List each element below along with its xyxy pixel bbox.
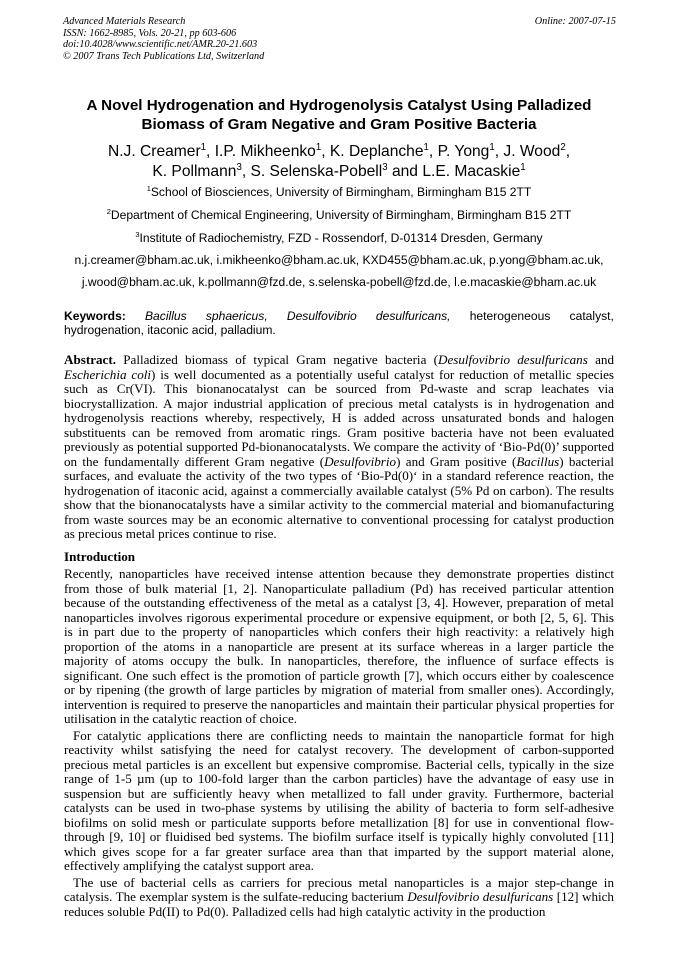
abstract-run: Escherichia coli	[64, 366, 152, 382]
paper-title	[40, 96, 638, 134]
author-sep: ,	[321, 143, 330, 160]
keywords-label: Keywords:	[64, 309, 126, 323]
affil-mark: 2	[106, 206, 111, 216]
author-sep: ,	[565, 143, 571, 160]
author-name: I.P. Mikheenko	[214, 143, 316, 160]
journal-doi[interactable]: doi:10.4028/www.scientific.net/AMR.20-21.603	[63, 39, 258, 51]
author-affil-mark: 1	[520, 161, 526, 173]
intro-run: The use of bacterial cells as carriers for precious metal nanoparticles is a major step-change in catalysis. The exemplar system is the sulfate-reducing bacterium	[64, 874, 614, 904]
abstract-run: ) is well documented as a potentially useful catalyst for reduction of metallic species such as Cr(VI). This bionanocatalyst can be sourced from Pd-waste and scrap leachates via biocrystallization. A major industrial application of precious metal catalysts is in hydrogenation and hydrogenolysis reactions whereby, respectively, H is added across unsaturated bonds and halogen substituents can be removed from aromatic rings. Gram positive bacteria have not been evaluated previously as potential supported Pd-bionanocatalysts. We compare the activity of ‘Bio-Pd(0)’ supported on the fundamentally different Gram negative (	[64, 366, 614, 469]
affil-text: School of Biosciences, University of Birmingham, Birmingham B15 2TT	[150, 185, 532, 199]
affiliation-2	[40, 208, 638, 222]
email-line-1[interactable]: n.j.creamer@bham.ac.uk, i.mikheenko@bham.ac.uk, KXD455@bham.ac.uk, p.yong@bham.ac.uk,	[74, 253, 604, 267]
author-name: N.J. Creamer	[107, 143, 201, 160]
journal-name: Advanced Materials Research	[63, 16, 186, 27]
keyword-word: sphaericus,	[205, 309, 268, 323]
keywords	[64, 309, 614, 337]
author-name: P. Yong	[437, 143, 490, 160]
author-line-1	[40, 142, 638, 162]
author-name: K. Deplanche	[329, 143, 424, 160]
author-sep: ,	[428, 143, 438, 160]
author-list	[40, 142, 638, 182]
title-line-1: A Novel Hydrogenation and Hydrogenolysis Catalyst Using Palladized	[86, 97, 592, 114]
author-sep: and	[387, 163, 423, 180]
journal-header	[63, 16, 616, 62]
author-sep: ,	[241, 163, 251, 180]
author-affil-mark: 2	[560, 141, 566, 153]
author-affil-mark: 1	[315, 141, 322, 153]
intro-paragraph-3	[64, 876, 614, 920]
abstract-run: Desulfovibrio desulfuricans	[438, 352, 588, 367]
abstract-text	[64, 353, 614, 542]
abstract-run: Palladized biomass of typical Gram negative bacteria (	[116, 352, 438, 367]
abstract-run: ) and Gram positive (	[396, 453, 517, 469]
author-affil-mark: 1	[423, 141, 429, 153]
abstract-run: Bacillus	[516, 453, 560, 469]
intro-paragraph-2: For catalytic applications there are conflicting needs to maintain the nanoparticle format for high reactivity whilst satisfying the need for catalyst recovery. The development of carbon-supported precious metal particles is an excellent but expensive compromise. Bacterial cells, typically in the size range of 1-5 µm (up to 100-fold larger than the carbon particles) have the advantage of easy use in suspension but are sufficiently heavy when metallized to fall under gravity. Furthermore, bacterial catalysts can be used in two-phase systems by utilising the ability of bacteria to form self-adhesive biofilms on solid mesh or particulate supports before metallization [8] for use in conventional flow-through [9, 10] or fluidised bed systems. The biofilm surface itself is typically highly convoluted [11] which gives scope for a far greater surface area than that imparted by the support material alone, effectively amplifying the catalyst support area.	[64, 727, 614, 873]
email-line-2[interactable]: j.wood@bham.ac.uk, k.pollmann@fzd.de, s.selenska-pobell@fzd.de, l.e.macaskie@bham.ac.uk	[81, 275, 597, 289]
abstract-run: ) bacterial surfaces, and evaluate the activity of the two types of ‘Bio-Pd(0)‘ in a standard reference reaction, the hydrogenation of itaconic acid, against a commercially available catalyst (5% Pd on carbon). The results show that the bionanocatalysts have a similar activity to the commercial material and biomanufacturing from waste sources may be an economic alternative to conventional processing for catalyst production as precious metal prices continue to rise.	[64, 453, 614, 541]
journal-issn: ISSN: 1662-8985, Vols. 20-21, pp 603-606	[63, 27, 237, 39]
intro-run: Desulfovibrio desulfuricans	[407, 889, 554, 904]
abstract	[64, 353, 614, 542]
keywords-line-1	[64, 309, 614, 323]
author-sep: ,	[206, 143, 215, 160]
online-date: Online: 2007-07-15	[534, 16, 616, 27]
keyword-word: Bacillus	[144, 309, 187, 323]
keyword-word: Desulfovibrio	[286, 309, 357, 323]
affil-mark: 1	[146, 183, 151, 193]
abstract-run: and	[587, 352, 614, 367]
keywords-line-2: hydrogenation, itaconic acid, palladium.	[64, 323, 276, 338]
author-name: L.E. Macaskie	[422, 163, 521, 180]
affil-text: Department of Chemical Engineering, University of Birmingham, Birmingham B15 2TT	[110, 208, 572, 222]
section-heading-introduction: Introduction	[64, 549, 136, 564]
affiliation-3	[40, 231, 638, 245]
keyword-word: heterogeneous	[469, 309, 551, 323]
journal-copyright: © 2007 Trans Tech Publications Ltd, Switzerland	[63, 50, 265, 62]
author-name: J. Wood	[503, 143, 561, 160]
abstract-run: Desulfovibrio	[324, 453, 397, 469]
abstract-label: Abstract.	[64, 352, 116, 367]
author-affil-mark: 3	[382, 161, 388, 173]
affil-text: Institute of Radiochemistry, FZD - Rossendorf, D-01314 Dresden, Germany	[139, 231, 543, 245]
author-affil-mark: 1	[489, 141, 495, 153]
keyword-word: desulfuricans,	[375, 309, 451, 323]
keyword-word: catalyst,	[569, 309, 614, 323]
author-affil-mark: 3	[236, 161, 242, 173]
introduction-body	[64, 567, 614, 919]
intro-paragraph-1: Recently, nanoparticles have received intense attention because they demonstrate properties distinct from those of bulk material [1, 2]. Nanoparticulate palladium (Pd) has received particular attention because of the outstanding effectiveness of the metal as a catalyst [3, 4]. However, preparation of metal nanoparticles involves rigorous experimental procedure or expensive equipment, or both [2, 5, 6]. This is in part due to the property of nanoparticles which confers their high reactivity: a relatively high proportion of the atoms in a nanoparticle are present at its surface whereas in a larger particle the majority of atoms occupy the bulk. In nanoparticles, therefore, the influence of surface effects is significant. One such effect is the promotion of particle growth [7], which occurs either by coalescence or by ripening (the growth of large particles by migration of material from smaller ones). Accordingly, intervention is required to preserve the nanoparticles and maintain their particular physical properties for utilisation in the catalytic reaction of choice.	[64, 566, 614, 726]
author-sep: ,	[494, 143, 504, 160]
affil-mark: 3	[135, 229, 140, 239]
intro-run: [12] which reduces soluble Pd(II) to Pd(0). Palladized cells had high catalytic activity in the production	[64, 889, 614, 919]
author-affil-mark: 1	[200, 141, 207, 153]
author-name: S. Selenska-Pobell	[250, 163, 383, 180]
author-name: K. Pollmann	[152, 163, 237, 180]
author-line-2	[40, 162, 638, 182]
affiliation-1	[40, 185, 638, 199]
title-line-2: Biomass of Gram Negative and Gram Positive Bacteria	[141, 116, 537, 133]
